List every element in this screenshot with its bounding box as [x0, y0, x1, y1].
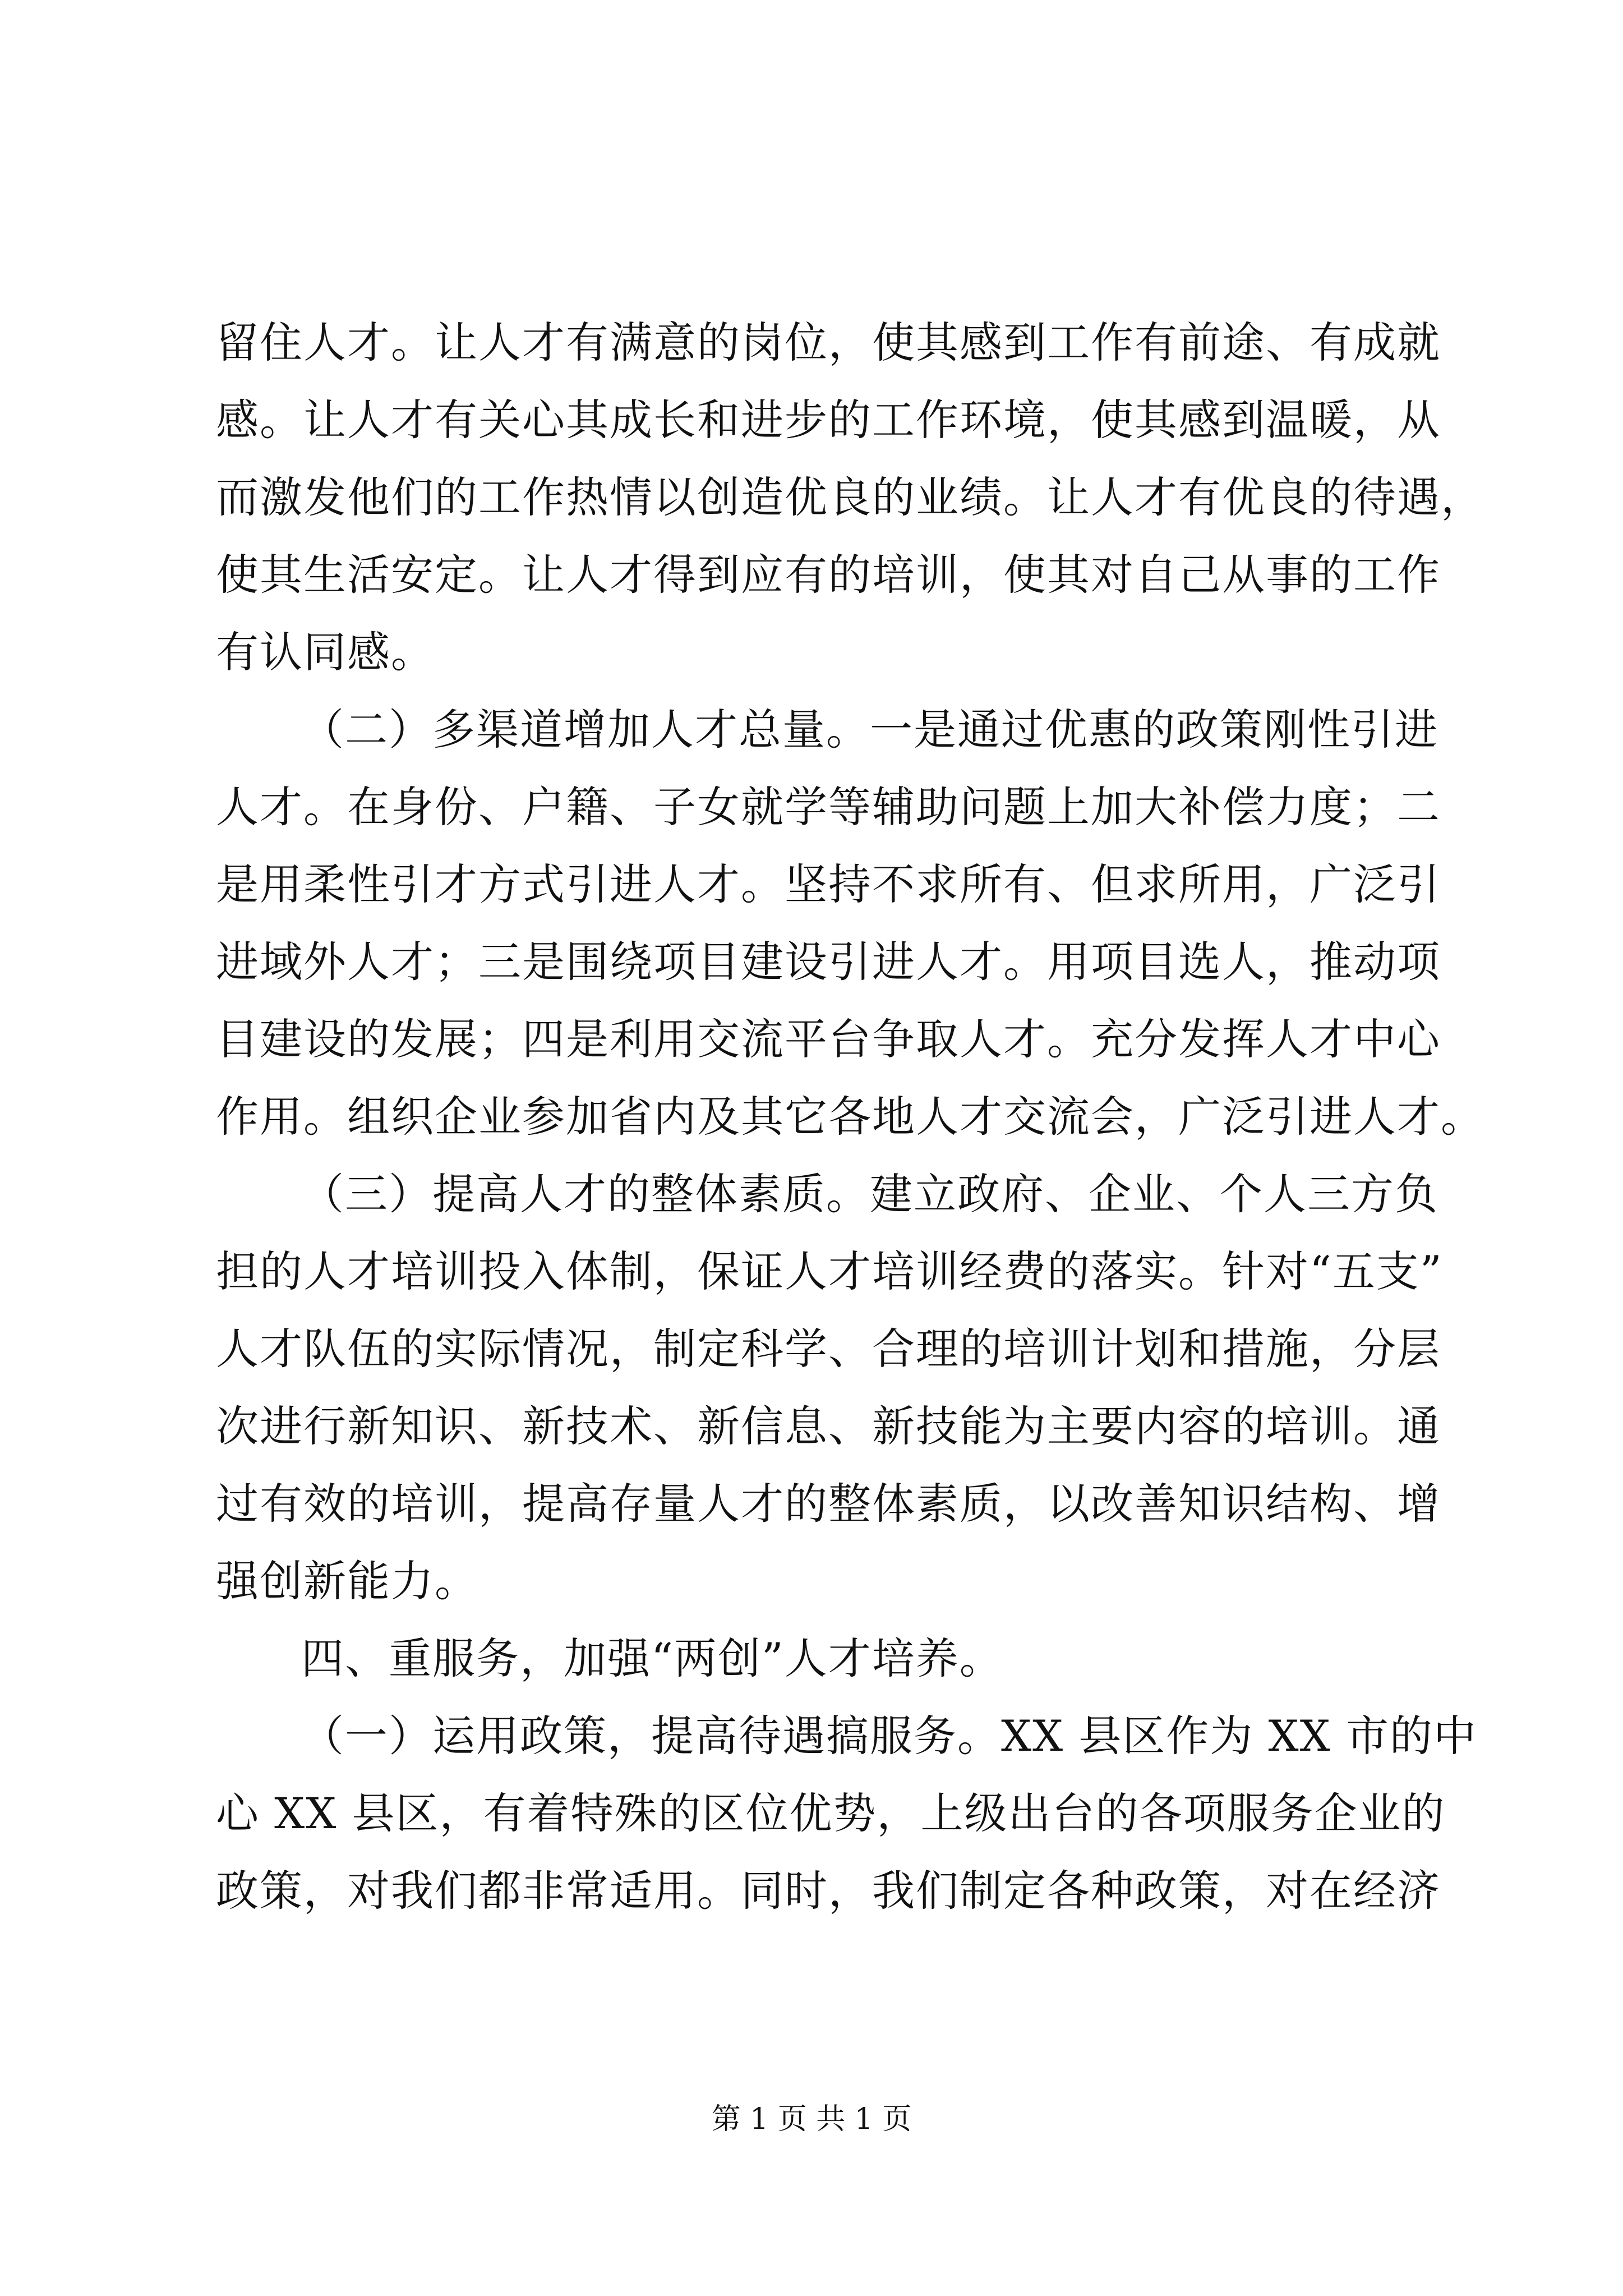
body-line: 使其生活安定。让人才得到应有的培训，使其对自己从事的工作	[216, 550, 1441, 600]
body-line: 作用。组织企业参加省内及其它各地人才交流会，广泛引进人才。	[216, 1092, 1484, 1142]
body-line: 人才队伍的实际情况，制定科学、合理的培训计划和措施，分层	[216, 1324, 1441, 1374]
paragraph-first-line: （三）提高人才的整体素质。建立政府、企业、个人三方负	[301, 1169, 1438, 1219]
body-line: 次进行新知识、新技术、新信息、新技能为主要内容的培训。通	[216, 1401, 1441, 1451]
body-line: 目建设的发展；四是利用交流平台争取人才。充分发挥人才中心	[216, 1014, 1441, 1064]
body-line: 有认同感。	[216, 627, 435, 677]
paragraph-first-line: （二）多渠道增加人才总量。一是通过优惠的政策刚性引进	[301, 705, 1438, 754]
body-line: 过有效的培训，提高存量人才的整体素质，以改善知识结构、增	[216, 1479, 1441, 1529]
page-footer: 第 1 页 共 1 页	[711, 2102, 912, 2136]
body-line: 是用柔性引才方式引进人才。坚持不求所有、但求所用，广泛引	[216, 859, 1441, 909]
body-line: 留住人才。让人才有满意的岗位，使其感到工作有前途、有成就	[216, 318, 1441, 367]
body-line: 而激发他们的工作热情以创造优良的业绩。让人才有优良的待遇，	[216, 472, 1484, 522]
section-heading: 四、重服务，加强“两创”人才培养。	[301, 1634, 1003, 1683]
body-line: 担的人才培训投入体制，保证人才培训经费的落实。针对“五支”	[216, 1246, 1443, 1296]
body-line: 政策，对我们都非常适用。同时，我们制定各种政策，对在经济	[216, 1866, 1441, 1916]
body-line: 感。让人才有关心其成长和进步的工作环境，使其感到温暖，从	[216, 395, 1441, 445]
body-line: 进域外人才；三是围绕项目建设引进人才。用项目选人，推动项	[216, 937, 1441, 987]
body-line: 强创新能力。	[216, 1556, 478, 1606]
body-line: 人才。在身份、户籍、子女就学等辅助问题上加大补偿力度；二	[216, 782, 1441, 832]
paragraph-first-line: （一）运用政策，提高待遇搞服务。XX 县区作为 XX 市的中	[301, 1711, 1477, 1761]
body-line: 心 XX 县区，有着特殊的区位优势，上级出台的各项服务企业的	[216, 1788, 1446, 1838]
